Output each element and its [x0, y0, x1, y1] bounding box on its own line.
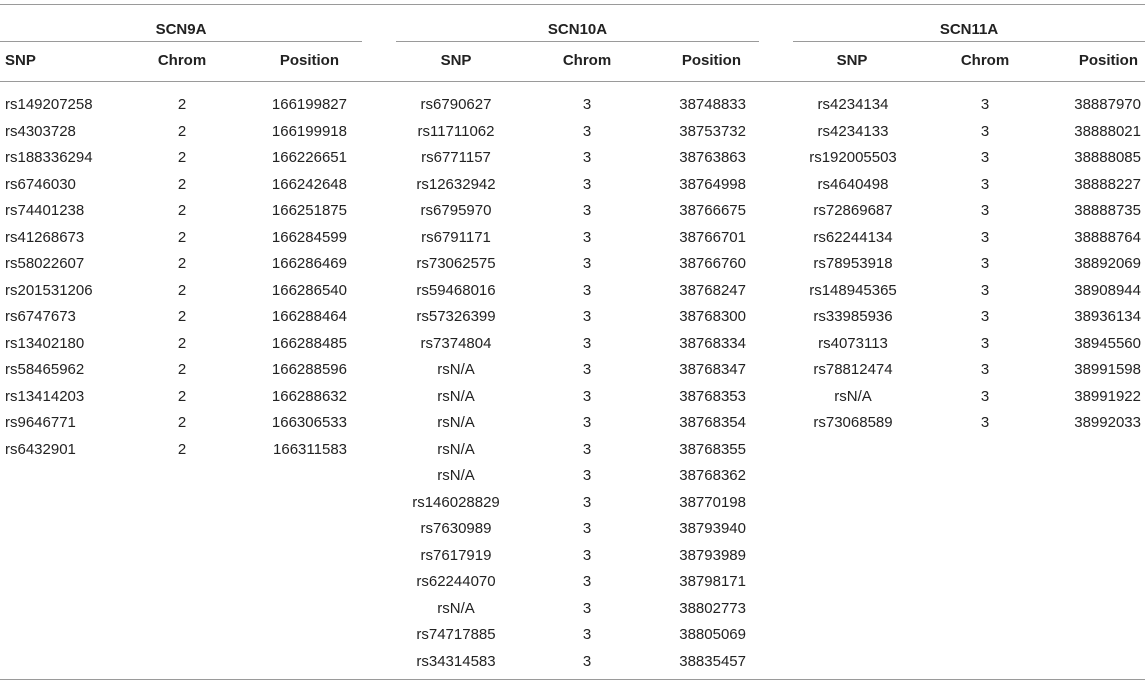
scn10a-snp-column [396, 95, 516, 678]
table-cell-chrom: 3 [980, 387, 990, 405]
table-cell-chrom: 3 [582, 387, 592, 405]
table-cell-snp: rsN/A [437, 414, 475, 431]
table-cell-chrom: 3 [980, 361, 990, 378]
table-cell-chrom: 2 [177, 281, 187, 299]
scn10a-position-header: Position [681, 52, 741, 69]
table-cell-chrom: 3 [582, 308, 592, 325]
table-cell-position: 38888021 [1074, 122, 1141, 140]
table-cell-snp: rs6746030 [5, 175, 76, 193]
table-cell-snp: rs72869687 [813, 202, 893, 219]
table-cell-snp: rs7630989 [420, 520, 492, 537]
table-cell-chrom: 3 [582, 281, 592, 299]
scn11a-group-rule [793, 41, 1145, 42]
table-cell-chrom: 2 [177, 334, 187, 352]
table-cell-chrom: 3 [582, 361, 592, 378]
table-cell-snp: rs33985936 [813, 308, 893, 325]
table-cell-chrom: 2 [177, 202, 187, 219]
scn11a-position-header: Position [1078, 52, 1138, 69]
table-cell-chrom: 3 [980, 149, 990, 166]
table-cell-chrom: 3 [980, 334, 990, 352]
table-cell-snp: rs4640498 [817, 175, 889, 193]
table-cell-chrom: 3 [582, 626, 592, 643]
table-cell-chrom: 3 [582, 228, 592, 246]
table-cell-snp: rs4234134 [817, 96, 889, 113]
table-cell-snp: rsN/A [834, 387, 872, 405]
table-cell-chrom: 3 [582, 334, 592, 352]
table-cell-position: 38793989 [679, 546, 746, 564]
table-cell-position: 38763863 [679, 149, 746, 166]
table-cell-snp: rs6791171 [421, 228, 491, 246]
table-cell-position: 38802773 [679, 599, 746, 617]
table-cell-position: 38748833 [679, 96, 746, 113]
scn11a-snp-header: SNP [836, 52, 868, 69]
table-cell-position: 38892069 [1074, 255, 1141, 272]
table-cell-snp: rs6747673 [5, 308, 76, 325]
table-cell-snp: rsN/A [437, 440, 475, 458]
table-cell-snp: rs57326399 [416, 308, 496, 325]
table-cell-position: 166286540 [271, 281, 347, 299]
table-cell-position: 38753732 [679, 122, 746, 140]
table-cell-snp: rs6790627 [420, 96, 492, 113]
scn9a-chrom-column [132, 95, 232, 466]
table-cell-snp: rs12632942 [416, 175, 496, 193]
scn11a-chrom-header: Chrom [960, 52, 1010, 69]
table-cell-snp: rs6771157 [421, 149, 491, 166]
table-cell-position: 166286469 [271, 255, 347, 272]
table-cell-snp: rs188336294 [5, 149, 93, 166]
table-cell-chrom: 3 [980, 414, 990, 431]
table-cell-position: 38768353 [679, 387, 746, 405]
table-cell-position: 38835457 [679, 652, 746, 670]
table-cell-chrom: 3 [582, 599, 592, 617]
table-cell-position: 38805069 [679, 626, 746, 643]
table-cell-chrom: 2 [177, 361, 187, 378]
scn10a-position-column [636, 95, 746, 678]
table-cell-chrom: 3 [980, 202, 990, 219]
table-cell-position: 38936134 [1074, 308, 1141, 325]
table-cell-position: 38768300 [679, 308, 746, 325]
table-cell-snp: rs78953918 [813, 255, 893, 272]
table-cell-chrom: 3 [582, 573, 592, 590]
table-cell-position: 38908944 [1074, 281, 1141, 299]
table-cell-chrom: 2 [177, 96, 187, 113]
table-cell-snp: rsN/A [437, 467, 475, 484]
table-cell-chrom: 3 [582, 652, 592, 670]
scn9a-group-rule [0, 41, 362, 42]
table-cell-snp: rs62244070 [416, 573, 496, 590]
table-cell-chrom: 2 [177, 414, 187, 431]
table-cell-snp: rs78812474 [813, 361, 893, 378]
table-cell-chrom: 3 [582, 255, 592, 272]
table-cell-snp: rs58465962 [5, 361, 85, 378]
table-cell-chrom: 3 [582, 175, 592, 193]
table-cell-chrom: 3 [980, 228, 990, 246]
table-cell-snp: rs4234133 [817, 122, 889, 140]
scn9a-group-title: SCN9A [155, 21, 207, 38]
table-cell-snp: rs73062575 [416, 255, 496, 272]
table-cell-position: 166288596 [271, 361, 347, 378]
table-cell-chrom: 3 [582, 467, 592, 484]
table-cell-position: 38888735 [1074, 202, 1141, 219]
scn10a-group-rule [396, 41, 759, 42]
scn11a-snp-column [793, 95, 913, 440]
scn9a-position-column [229, 95, 347, 466]
scn11a-group-title: SCN11A [939, 21, 999, 38]
table-cell-chrom: 3 [582, 493, 592, 511]
table-cell-snp: rs34314583 [416, 652, 496, 670]
table-cell-chrom: 3 [582, 149, 592, 166]
table-cell-position: 166311583 [273, 440, 347, 458]
table-cell-position: 166288632 [271, 387, 347, 405]
scn10a-snp-header: SNP [440, 52, 472, 69]
table-cell-position: 38768347 [679, 361, 746, 378]
scn10a-chrom-header: Chrom [562, 52, 612, 69]
table-cell-snp: rs7617919 [420, 546, 492, 564]
table-cell-snp: rs4073113 [818, 334, 888, 352]
table-cell-chrom: 3 [582, 96, 592, 113]
table-cell-chrom: 3 [582, 414, 592, 431]
table-cell-position: 38992033 [1074, 414, 1141, 431]
table-cell-snp: rs149207258 [5, 96, 93, 113]
table-cell-chrom: 3 [980, 281, 990, 299]
table-cell-position: 166306533 [271, 414, 347, 431]
table-cell-snp: rsN/A [437, 387, 475, 405]
table-cell-chrom: 3 [980, 308, 990, 325]
table-cell-chrom: 2 [177, 228, 187, 246]
table-cell-chrom: 3 [582, 202, 592, 219]
table-cell-position: 38766701 [679, 228, 746, 246]
table-cell-snp: rs192005503 [809, 149, 897, 166]
table-cell-position: 38766760 [679, 255, 746, 272]
table-cell-snp: rs146028829 [412, 493, 500, 511]
scn9a-snp-column [5, 95, 125, 466]
table-cell-chrom: 3 [582, 440, 592, 458]
table-cell-position: 38768247 [679, 281, 746, 299]
table-cell-position: 38768355 [679, 440, 746, 458]
table-cell-snp: rs148945365 [809, 281, 897, 299]
table-cell-chrom: 3 [980, 175, 990, 193]
table-top-rule [0, 4, 1145, 5]
table-cell-position: 38764998 [679, 175, 746, 193]
table-cell-position: 38991598 [1074, 361, 1141, 378]
table-cell-position: 166288485 [271, 334, 347, 352]
table-cell-chrom: 2 [177, 255, 187, 272]
table-cell-chrom: 2 [177, 149, 187, 166]
table-cell-snp: rsN/A [437, 599, 475, 617]
scn9a-position-header: Position [279, 52, 339, 69]
table-cell-chrom: 3 [582, 520, 592, 537]
table-cell-chrom: 2 [177, 308, 187, 325]
table-cell-position: 38798171 [679, 573, 746, 590]
table-cell-position: 38887970 [1074, 96, 1141, 113]
table-cell-snp: rs58022607 [5, 255, 85, 272]
table-cell-position: 166251875 [271, 202, 347, 219]
table-cell-position: 38768334 [679, 334, 746, 352]
table-cell-chrom: 3 [980, 255, 990, 272]
table-cell-snp: rs9646771 [5, 414, 76, 431]
table-cell-position: 38991922 [1074, 387, 1141, 405]
table-cell-position: 166288464 [271, 308, 347, 325]
table-cell-position: 38888085 [1074, 149, 1141, 166]
table-cell-position: 166242648 [271, 175, 347, 193]
table-cell-snp: rs41268673 [5, 228, 85, 246]
table-cell-snp: rs73068589 [813, 414, 893, 431]
table-cell-position: 38888227 [1074, 175, 1141, 193]
scn9a-chrom-header: Chrom [157, 52, 207, 69]
table-cell-snp: rs13402180 [5, 334, 85, 352]
table-cell-position: 166199918 [271, 122, 347, 140]
table-cell-position: 38770198 [679, 493, 746, 511]
table-cell-snp: rs74401238 [5, 202, 85, 219]
table-cell-snp: rs59468016 [416, 281, 496, 299]
table-cell-position: 38768354 [679, 414, 746, 431]
table-cell-snp: rs13414203 [5, 387, 85, 405]
table-cell-chrom: 2 [177, 440, 187, 458]
table-cell-chrom: 2 [177, 122, 187, 140]
scn11a-chrom-column [935, 95, 1035, 440]
scn10a-chrom-column [537, 95, 637, 678]
table-cell-position: 166199827 [271, 96, 347, 113]
header-bottom-rule [0, 81, 1145, 82]
table-cell-position: 166226651 [271, 149, 347, 166]
table-cell-position: 38768362 [679, 467, 746, 484]
table-cell-chrom: 3 [582, 546, 592, 564]
table-cell-chrom: 3 [582, 122, 592, 140]
table-cell-snp: rs74717885 [416, 626, 496, 643]
table-cell-chrom: 2 [177, 175, 187, 193]
table-cell-chrom: 2 [177, 387, 187, 405]
table-cell-snp: rs6432901 [5, 440, 76, 458]
table-cell-snp: rs4303728 [5, 122, 76, 140]
table-cell-position: 166284599 [271, 228, 347, 246]
table-cell-position: 38888764 [1074, 228, 1141, 246]
scn9a-snp-header: SNP [5, 52, 36, 69]
table-cell-snp: rs62244134 [813, 228, 893, 246]
table-cell-snp: rs7374804 [420, 334, 492, 352]
table-cell-snp: rsN/A [437, 361, 475, 378]
table-bottom-rule [0, 679, 1145, 680]
table-cell-chrom: 3 [980, 96, 990, 113]
table-cell-position: 38945560 [1074, 334, 1141, 352]
table-cell-position: 38766675 [679, 202, 746, 219]
scn10a-group-title: SCN10A [547, 21, 608, 38]
table-cell-snp: rs201531206 [5, 281, 93, 299]
table-cell-chrom: 3 [980, 122, 990, 140]
table-cell-snp: rs11711062 [417, 122, 495, 140]
table-cell-position: 38793940 [679, 520, 746, 537]
table-cell-snp: rs6795970 [420, 202, 492, 219]
scn11a-position-column [1031, 95, 1141, 440]
